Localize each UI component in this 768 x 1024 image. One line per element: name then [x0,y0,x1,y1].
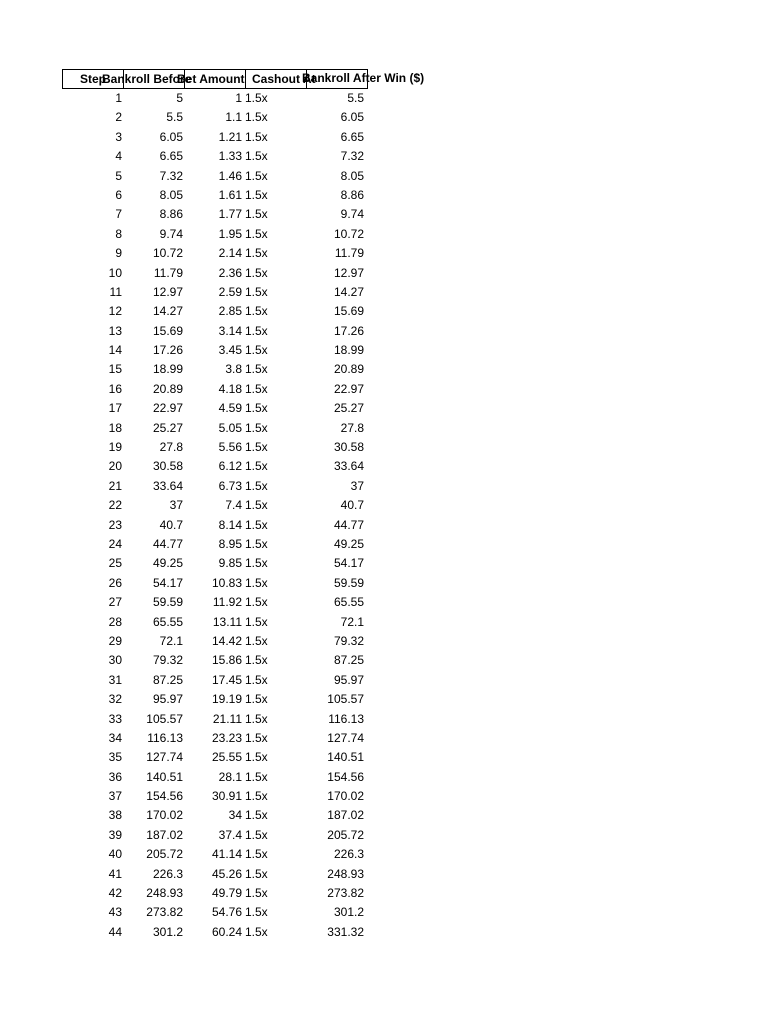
table-row [62,826,462,845]
table-row [62,457,462,476]
cell-cashout-at[interactable]: 1.5x [245,207,268,222]
cell-bankroll-before[interactable]: 15.69 [152,323,183,338]
table-row [62,806,462,825]
cell-cashout-at[interactable]: 1.5x [245,420,268,435]
cell-bankroll-after[interactable]: 154.56 [327,769,364,784]
header-bankroll-before[interactable] [102,69,192,89]
table-row [62,496,462,515]
cell-bankroll-after[interactable]: 5.5 [347,91,364,105]
cell-bet-amount[interactable]: 1 [235,91,242,105]
cell-step[interactable]: 28 [108,614,122,629]
cell-bet-amount[interactable]: 15.86 [211,653,242,668]
cell-step[interactable]: 24 [108,536,122,551]
cell-bankroll-after[interactable]: 49.25 [333,536,364,551]
header-step-label: Step [79,72,106,86]
cell-bankroll-after[interactable]: 30.58 [333,440,364,455]
cell-step[interactable]: 36 [108,769,122,784]
table-row [62,574,462,593]
cell-bankroll-after[interactable]: 170.02 [327,789,364,804]
table-row [62,380,462,399]
table-row [62,399,462,418]
cell-bankroll-before[interactable]: 273.82 [146,905,183,920]
table-row [62,710,462,729]
cell-bet-amount[interactable]: 2.14 [218,246,242,261]
cell-bankroll-after[interactable]: 33.64 [333,459,364,474]
cell-bet-amount[interactable]: 3.45 [218,343,242,358]
cell-bankroll-after[interactable]: 59.59 [333,575,364,590]
cell-bankroll-before[interactable]: 248.93 [146,886,183,901]
cell-bet-amount[interactable]: 54.76 [211,905,242,920]
cell-cashout-at[interactable]: 1.5x [245,730,268,745]
cell-bankroll-after[interactable]: 87.25 [333,653,364,668]
cell-bet-amount[interactable]: 13.11 [212,614,242,629]
table-row [62,225,462,244]
cell-step[interactable]: 21 [108,478,122,493]
cell-bankroll-after[interactable]: 40.7 [340,498,364,513]
table-row [62,341,462,360]
table-row [62,632,462,651]
cell-bankroll-before[interactable]: 11.79 [153,265,183,280]
cell-step[interactable]: 29 [108,633,122,648]
cell-bankroll-after[interactable]: 22.97 [333,381,364,396]
cell-bankroll-before[interactable]: 95.97 [152,692,183,707]
cell-cashout-at[interactable]: 1.5x [245,692,268,707]
cell-bankroll-before[interactable]: 8.86 [159,207,183,222]
cell-bet-amount[interactable]: 1.1 [225,110,242,125]
cell-step[interactable]: 7 [115,207,122,222]
cell-bankroll-after[interactable]: 12.97 [333,265,364,280]
cell-bankroll-after[interactable]: 65.55 [333,595,364,610]
cell-bet-amount[interactable]: 1.21 [218,129,242,144]
cell-bet-amount[interactable]: 5.56 [218,440,242,455]
cell-bankroll-after[interactable]: 54.17 [333,556,364,571]
header-bankroll-after-label: Bankroll After Win ($) [302,71,425,85]
cell-step[interactable]: 19 [108,440,122,455]
cell-bet-amount[interactable]: 11.92 [212,595,242,610]
cell-bet-amount[interactable]: 9.85 [218,556,242,571]
table-row [62,302,462,321]
cell-bankroll-before[interactable]: 154.56 [146,789,183,804]
cell-step[interactable]: 4 [115,149,122,164]
cell-step[interactable]: 1 [115,91,122,105]
cell-step[interactable]: 31 [108,672,122,687]
cell-bet-amount[interactable]: 4.18 [218,381,242,396]
cell-cashout-at[interactable]: 1.5x [245,672,268,687]
cell-bankroll-before[interactable]: 87.25 [152,672,183,687]
cell-cashout-at[interactable]: 1.5x [245,440,268,455]
cell-cashout-at[interactable]: 1.5x [245,478,268,493]
header-bankroll-before-label: Bankroll Before [102,72,192,86]
cell-cashout-at[interactable]: 1.5x [245,789,268,804]
cell-step[interactable]: 20 [108,459,122,474]
cell-bet-amount[interactable]: 14.42 [211,633,242,648]
cell-bankroll-before[interactable]: 30.58 [152,459,183,474]
cell-step[interactable]: 14 [108,343,122,358]
table-row [62,554,462,573]
cell-bankroll-after[interactable]: 6.05 [340,110,364,125]
table-row [62,865,462,884]
cell-bankroll-after[interactable]: 273.82 [327,886,364,901]
cell-step[interactable]: 6 [115,187,122,202]
cell-bankroll-before[interactable]: 20.89 [152,381,183,396]
cell-bankroll-before[interactable]: 18.99 [152,362,183,377]
table-row [62,186,462,205]
cell-bankroll-before[interactable]: 17.26 [152,343,183,358]
cell-bet-amount[interactable]: 37.4 [218,827,242,842]
cell-bankroll-after[interactable]: 11.79 [334,246,364,261]
cell-cashout-at[interactable]: 1.5x [245,168,268,183]
cell-bet-amount[interactable]: 1.95 [218,226,242,241]
table-row [62,438,462,457]
cell-bet-amount[interactable]: 25.55 [211,750,242,765]
cell-bet-amount[interactable]: 17.45 [211,672,242,687]
cell-step[interactable]: 17 [108,401,122,416]
cell-bet-amount[interactable]: 19.19 [211,692,242,707]
cell-bankroll-before[interactable]: 7.32 [159,168,183,183]
table-row [62,671,462,690]
table-row [62,419,462,438]
table-row [62,205,462,224]
cell-bankroll-after[interactable]: 6.65 [340,129,364,144]
cell-bankroll-after[interactable]: 226.3 [333,847,364,862]
cell-cashout-at[interactable]: 1.5x [245,653,268,668]
cell-step[interactable]: 34 [108,730,122,745]
cell-bankroll-before[interactable]: 170.02 [146,808,183,823]
cell-bet-amount[interactable]: 34 [228,808,242,823]
cell-bankroll-before[interactable]: 49.25 [152,556,183,571]
cell-bankroll-before[interactable]: 187.02 [146,827,183,842]
cell-bankroll-before[interactable]: 5.5 [166,110,183,125]
cell-bet-amount[interactable]: 10.83 [211,575,242,590]
cell-cashout-at[interactable]: 1.5x [245,517,268,532]
table-row [62,516,462,535]
cell-step[interactable]: 16 [108,381,122,396]
table-row [62,322,462,341]
cell-cashout-at[interactable]: 1.5x [245,750,268,765]
cell-cashout-at[interactable]: 1.5x [245,129,268,144]
cell-cashout-at[interactable]: 1.5x [245,847,268,862]
table-row [62,283,462,302]
table-row [62,748,462,767]
cell-bet-amount[interactable]: 2.36 [218,265,242,280]
cell-step[interactable]: 18 [108,420,122,435]
table-row [62,593,462,612]
table-row [62,903,462,922]
cell-cashout-at[interactable]: 1.5x [245,498,268,513]
cell-step[interactable]: 33 [108,711,122,726]
cell-cashout-at[interactable]: 1.5x [245,265,268,280]
table-row [62,264,462,283]
header-cashout-at-label: Cashout At [252,72,316,86]
cell-step[interactable]: 23 [108,517,122,532]
cell-bet-amount[interactable]: 8.14 [218,517,242,532]
cell-step[interactable]: 39 [108,827,122,842]
table-row [62,923,462,942]
cell-bet-amount[interactable]: 1.46 [218,168,242,183]
cell-bankroll-after[interactable]: 105.57 [327,692,364,707]
spreadsheet-table [62,69,462,942]
cell-bankroll-before[interactable]: 37 [169,498,183,513]
cell-cashout-at[interactable]: 1.5x [245,595,268,610]
cell-step[interactable]: 37 [108,789,122,804]
cell-bet-amount[interactable]: 1.77 [218,207,242,222]
cell-step[interactable]: 42 [108,886,122,901]
cell-cashout-at[interactable]: 1.5x [245,711,268,726]
cell-cashout-at[interactable]: 1.5x [245,187,268,202]
table-row [62,167,462,186]
header-bet-amount-label: Bet Amount [177,72,245,86]
cell-step[interactable]: 2 [115,110,122,125]
cell-bankroll-before[interactable]: 65.55 [152,614,183,629]
cell-bankroll-after[interactable]: 14.27 [333,284,364,299]
cell-bankroll-after[interactable]: 9.74 [340,207,364,222]
cell-bankroll-after[interactable]: 8.86 [340,187,364,202]
table-row [62,108,462,127]
cell-bankroll-after[interactable]: 18.99 [333,343,364,358]
cell-cashout-at[interactable]: 1.5x [245,323,268,338]
table-row [62,477,462,496]
cell-cashout-at[interactable]: 1.5x [245,343,268,358]
cell-step[interactable]: 13 [108,323,122,338]
cell-cashout-at[interactable]: 1.5x [245,91,268,105]
cell-bet-amount[interactable]: 49.79 [211,886,242,901]
cell-cashout-at[interactable]: 1.5x [245,381,268,396]
cell-cashout-at[interactable]: 1.5x [245,827,268,842]
cell-cashout-at[interactable]: 1.5x [245,614,268,629]
cell-step[interactable]: 9 [115,246,122,261]
cell-bankroll-before[interactable]: 79.32 [152,653,183,668]
cell-bankroll-before[interactable]: 25.27 [152,420,183,435]
cell-step[interactable]: 8 [115,226,122,241]
cell-bankroll-before[interactable]: 22.97 [152,401,183,416]
cell-bankroll-after[interactable]: 140.51 [327,750,364,765]
table-row [62,884,462,903]
cell-cashout-at[interactable]: 1.5x [245,226,268,241]
cell-bet-amount[interactable]: 60.24 [211,924,242,939]
table-row [62,768,462,787]
cell-bankroll-before[interactable]: 59.59 [152,595,183,610]
cell-bet-amount[interactable]: 1.33 [218,149,242,164]
cell-cashout-at[interactable]: 1.5x [245,362,268,377]
cell-bet-amount[interactable]: 2.59 [218,284,242,299]
table-row [62,729,462,748]
cell-cashout-at[interactable]: 1.5x [245,924,268,939]
cell-bet-amount[interactable]: 45.26 [211,866,242,881]
cell-step[interactable]: 30 [108,653,122,668]
cell-bankroll-after[interactable]: 127.74 [327,730,364,745]
cell-bet-amount[interactable]: 23.23 [211,730,242,745]
cell-bankroll-after[interactable]: 7.32 [340,149,364,164]
cell-bet-amount[interactable]: 6.73 [218,478,242,493]
table-row [62,845,462,864]
cell-step[interactable]: 15 [108,362,122,377]
table-row [62,651,462,670]
table-row [62,360,462,379]
cell-bankroll-before[interactable]: 44.77 [152,536,183,551]
cell-bet-amount[interactable]: 2.85 [218,304,242,319]
cell-bankroll-after[interactable]: 25.27 [333,401,364,416]
cell-step[interactable]: 12 [108,304,122,319]
cell-bet-amount[interactable]: 4.59 [218,401,242,416]
cell-bankroll-before[interactable]: 6.65 [159,149,183,164]
cell-bankroll-after[interactable]: 37 [350,478,364,493]
cell-bet-amount[interactable]: 30.91 [211,789,242,804]
cell-bankroll-before[interactable]: 127.74 [146,750,183,765]
header-bet-amount[interactable] [177,69,246,89]
cell-cashout-at[interactable]: 1.5x [245,149,268,164]
cell-step[interactable]: 11 [109,284,122,299]
cell-bankroll-before[interactable]: 9.74 [159,226,183,241]
cell-cashout-at[interactable]: 1.5x [245,401,268,416]
cell-bet-amount[interactable]: 5.05 [218,420,242,435]
cell-bet-amount[interactable]: 1.61 [218,187,242,202]
cell-cashout-at[interactable]: 1.5x [245,110,268,125]
cell-step[interactable]: 44 [108,924,122,939]
cell-bet-amount[interactable]: 28.1 [218,769,242,784]
cell-step[interactable]: 10 [108,265,122,280]
cell-cashout-at[interactable]: 1.5x [245,284,268,299]
cell-step[interactable]: 5 [115,168,122,183]
table-row [62,613,462,632]
cell-bet-amount[interactable]: 6.12 [218,459,242,474]
cell-step[interactable]: 43 [108,905,122,920]
cell-step[interactable]: 38 [108,808,122,823]
cell-bankroll-before[interactable]: 301.2 [152,924,183,939]
cell-bankroll-after[interactable]: 248.93 [327,866,364,881]
cell-bankroll-before[interactable]: 14.27 [152,304,183,319]
cell-step[interactable]: 32 [108,692,122,707]
cell-bet-amount[interactable]: 3.14 [218,323,242,338]
cell-bet-amount[interactable]: 8.95 [218,536,242,551]
cell-bet-amount[interactable]: 41.14 [211,847,242,862]
header-cashout-at[interactable] [245,69,316,89]
cell-cashout-at[interactable]: 1.5x [245,304,268,319]
cell-bankroll-after[interactable]: 72.1 [340,614,364,629]
cell-step[interactable]: 27 [108,595,122,610]
cell-bankroll-before[interactable]: 27.8 [159,440,183,455]
cell-bankroll-before[interactable]: 54.17 [152,575,183,590]
table-row [62,147,462,166]
table-row [62,128,462,147]
table-row [62,690,462,709]
cell-bankroll-after[interactable]: 79.32 [333,633,364,648]
cell-cashout-at[interactable]: 1.5x [245,536,268,551]
cell-step[interactable]: 41 [108,866,122,881]
cell-bankroll-before[interactable]: 116.13 [147,730,183,745]
cell-cashout-at[interactable]: 1.5x [245,246,268,261]
cell-bankroll-before[interactable]: 40.7 [159,517,183,532]
cell-bankroll-after[interactable]: 20.89 [333,362,364,377]
cell-bankroll-before[interactable]: 226.3 [152,866,183,881]
cell-bankroll-after[interactable]: 8.05 [340,168,364,183]
cell-bankroll-after[interactable]: 331.32 [327,924,364,939]
cell-bet-amount[interactable]: 7.4 [225,498,242,513]
cell-bankroll-after[interactable]: 187.02 [327,808,364,823]
cell-bankroll-after[interactable]: 44.77 [333,517,364,532]
table-body [62,89,462,942]
cell-cashout-at[interactable]: 1.5x [245,575,268,590]
table-row [62,89,462,108]
header-bankroll-after[interactable] [302,69,425,89]
cell-bankroll-before[interactable]: 33.64 [152,478,183,493]
cell-bankroll-before[interactable]: 10.72 [152,246,183,261]
cell-bet-amount[interactable]: 21.11 [212,711,242,726]
cell-cashout-at[interactable]: 1.5x [245,886,268,901]
cell-bankroll-after[interactable]: 17.26 [333,323,364,338]
table-row [62,535,462,554]
cell-bankroll-before[interactable]: 5 [176,91,183,105]
cell-bet-amount[interactable]: 3.8 [225,362,242,377]
cell-step[interactable]: 40 [108,847,122,862]
cell-bankroll-before[interactable]: 6.05 [159,129,183,144]
cell-bankroll-before[interactable]: 105.57 [146,711,183,726]
cell-step[interactable]: 26 [108,575,122,590]
cell-cashout-at[interactable]: 1.5x [245,808,268,823]
cell-bankroll-after[interactable]: 27.8 [340,420,364,435]
cell-bankroll-after[interactable]: 95.97 [333,672,364,687]
cell-cashout-at[interactable]: 1.5x [245,459,268,474]
cell-cashout-at[interactable]: 1.5x [245,633,268,648]
header-row [62,69,462,89]
cell-bankroll-before[interactable]: 72.1 [159,633,183,648]
cell-step[interactable]: 25 [108,556,122,571]
cell-bankroll-after[interactable]: 15.69 [333,304,364,319]
cell-bankroll-before[interactable]: 140.51 [146,769,183,784]
cell-cashout-at[interactable]: 1.5x [245,556,268,571]
cell-step[interactable]: 35 [108,750,122,765]
cell-step[interactable]: 22 [108,498,122,513]
cell-bankroll-before[interactable]: 8.05 [159,187,183,202]
cell-cashout-at[interactable]: 1.5x [245,905,268,920]
cell-bankroll-after[interactable]: 116.13 [328,711,364,726]
cell-step[interactable]: 3 [115,129,122,144]
cell-cashout-at[interactable]: 1.5x [245,769,268,784]
cell-bankroll-before[interactable]: 205.72 [146,847,183,862]
cell-bankroll-after[interactable]: 205.72 [327,827,364,842]
table-row [62,244,462,263]
cell-bankroll-after[interactable]: 301.2 [333,905,364,920]
cell-bankroll-after[interactable]: 10.72 [333,226,364,241]
cell-bankroll-before[interactable]: 12.97 [152,284,183,299]
cell-cashout-at[interactable]: 1.5x [245,866,268,881]
table-row [62,787,462,806]
